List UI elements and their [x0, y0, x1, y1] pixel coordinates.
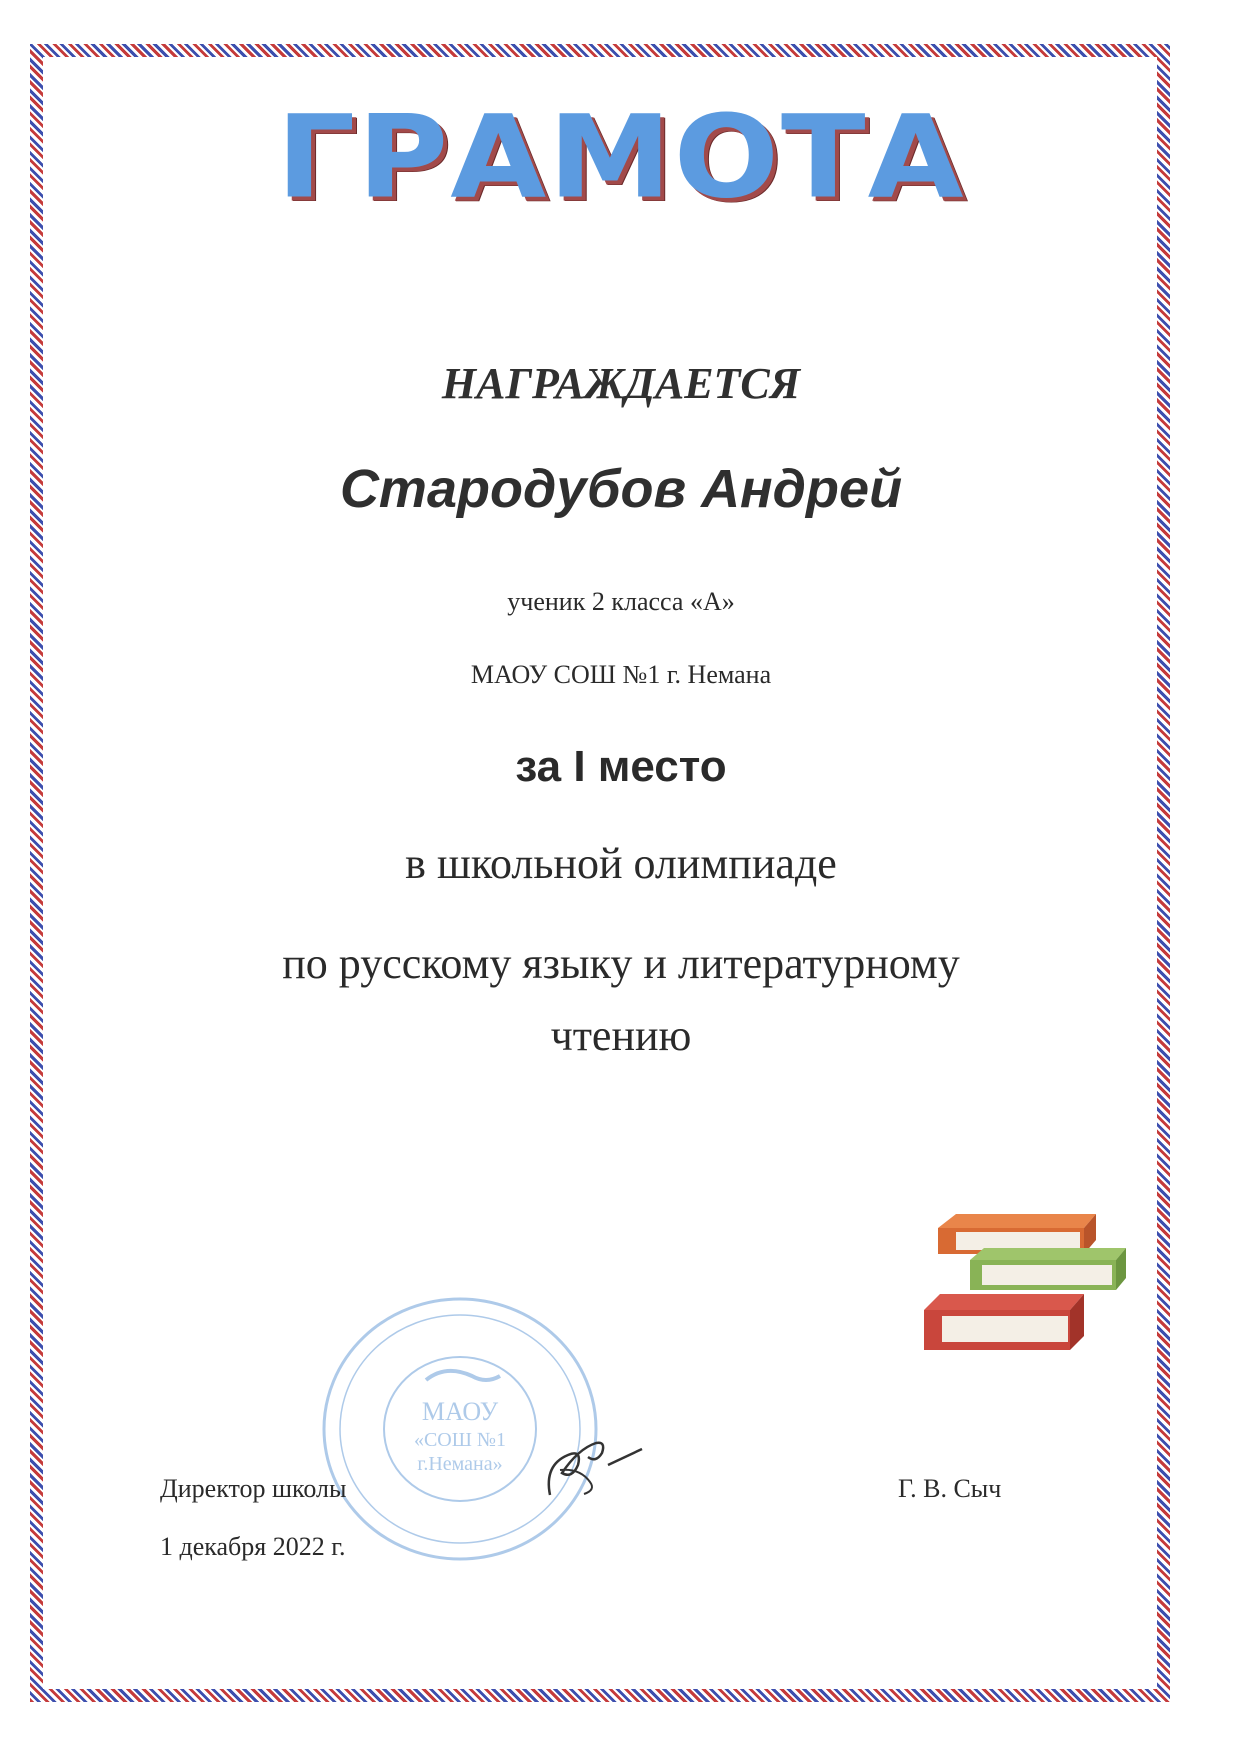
signer-name: Г. В. Сыч	[898, 1474, 1002, 1503]
recipient-name: Стародубов Андрей	[339, 459, 903, 519]
award-place: за I место	[515, 742, 727, 791]
stamp-line-2: «СОШ №1	[413, 1429, 507, 1451]
certificate-title: ГРАМОТА	[276, 91, 966, 225]
stamp-line-3: г.Немана»	[417, 1453, 503, 1475]
director-label: Директор школы	[160, 1474, 347, 1503]
olympiad-line-1: в школьной олимпиаде	[405, 839, 837, 888]
issue-date: 1 декабря 2022 г.	[160, 1532, 346, 1561]
awarded-heading: НАГРАЖДАЕТСЯ	[441, 359, 801, 408]
school-name: МАОУ СОШ №1 г. Немана	[470, 660, 772, 689]
signature-mark	[530, 1425, 650, 1510]
student-info: ученик 2 класса «А»	[507, 587, 735, 616]
books-icon	[916, 1210, 1134, 1362]
olympiad-line-3: чтению	[550, 1011, 692, 1060]
stamp-line-1: МАОУ	[421, 1397, 499, 1426]
olympiad-line-2: по русскому языку и литературному	[282, 939, 960, 988]
